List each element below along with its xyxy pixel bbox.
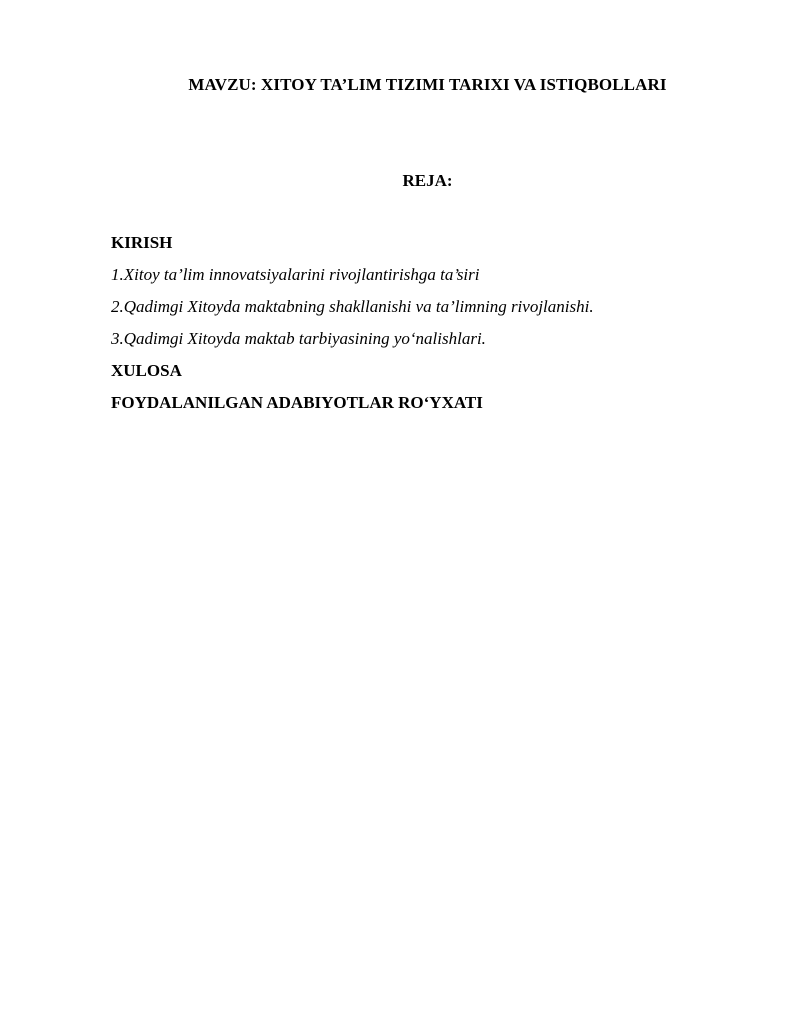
plan-intro: KIRISH bbox=[111, 233, 173, 252]
plan-item: 2.Qadimgi Xitoyda maktabning shakllanishi va ta’limning rivojlanishi. bbox=[111, 297, 594, 316]
plan-item: 3.Qadimgi Xitoyda maktab tarbiyasining yo‘nalishlari. bbox=[111, 329, 486, 348]
plan-item: 1.Xitoy ta’lim innovatsiyalarini rivojlantirishga ta’siri bbox=[111, 265, 480, 284]
plan-conclusion: XULOSA bbox=[111, 361, 182, 380]
document-title: MAVZU: XITOY TA’LIM TIZIMI TARIXI VA ISTIQBOLLARI bbox=[188, 75, 667, 94]
plan-heading: REJA: bbox=[402, 171, 453, 190]
plan-references: FOYDALANILGAN ADABIYOTLAR RO‘YXATI bbox=[111, 393, 483, 412]
plan-list bbox=[111, 232, 751, 424]
